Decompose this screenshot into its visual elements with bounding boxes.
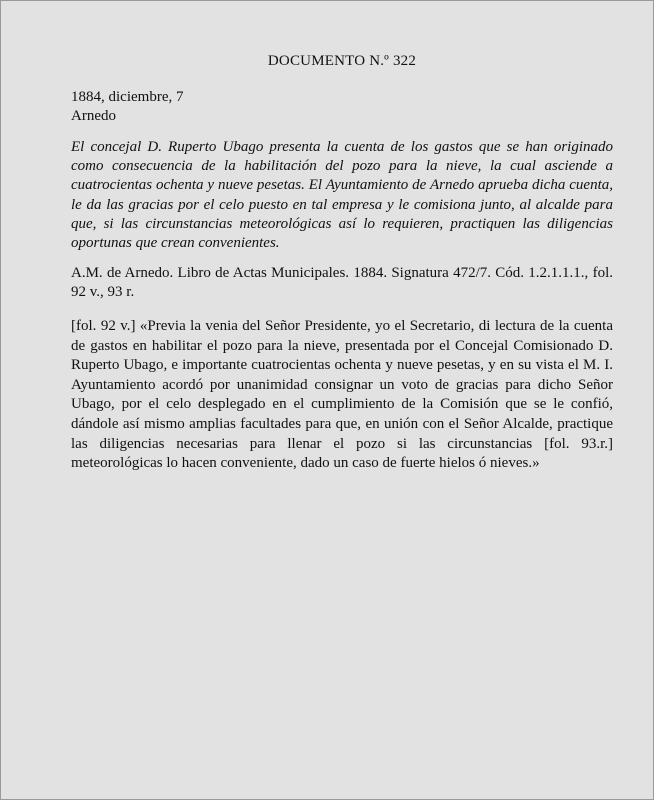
document-source: A.M. de Arnedo. Libro de Actas Municipales. 1884. Signatura 472/7. Cód. 1.2.1.1.1., fol. 92 v., 93 r. — [71, 265, 613, 301]
document-title: DOCUMENTO N.º 322 — [267, 53, 417, 69]
document-transcription: [fol. 92 v.] «Previa la venia del Señor Presidente, yo el Secretario, di lectura de la cuenta de gastos en habilitar el pozo para la nieve, presentada por el Concejal Comisionado D. Ruperto Ubago, e importante cuatrocientas ochenta y nueve pesetas, y en su vista el M. I. Ayuntamiento acordó por unanimidad consignar un voto de gracias para dicho Señor Ubago, por el celo desplegado en el cumplimiento de la Comisión que se le confió, dándole así mismo amplias facultades para que, en unión con el Señor Alcalde, practique las diligencias necesarias para llenar el pozo si las circunstancias [fol. 93.r.] meteorológicas lo hacen conveniente, dado un caso de fuerte hielos ó nieves.» — [71, 318, 613, 472]
document-place: Arnedo — [71, 108, 116, 124]
document-date: 1884, diciembre, 7 — [71, 89, 184, 105]
document-header — [71, 88, 183, 126]
document-summary: El concejal D. Ruperto Ubago presenta la cuenta de los gastos que se han originado como consecuencia de la habilitación del pozo para la nieve, la cual asciende a cuatrocientas ochenta y nueve pesetas. El Ayuntamiento de Arnedo aprueba dicha cuenta, le da las gracias por el celo puesto en tal empresa y le comisiona junto, al alcalde para que, si las circunstancias meteorológicas así lo requieren, practiquen las diligencias oportunas que crean convenientes. — [71, 139, 613, 252]
